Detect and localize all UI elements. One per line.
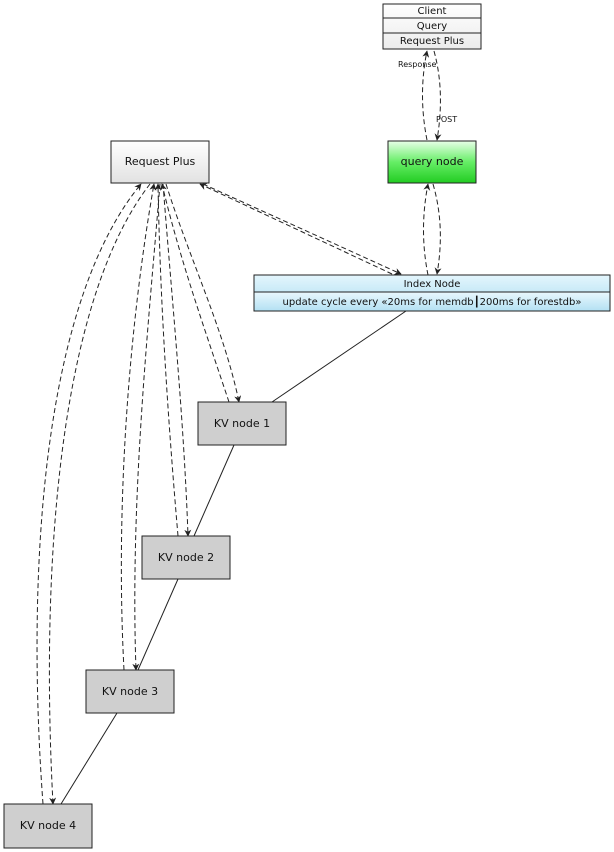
index-node-title: Index Node [403, 279, 461, 290]
kv-node-3 [86, 670, 174, 713]
arrow-kv2-to-requestplus [158, 184, 178, 536]
arrow-kv1-to-requestplus [162, 184, 229, 402]
index-node [254, 275, 610, 311]
arrow-requestplus-to-kv1 [166, 184, 239, 402]
arrow-kv3-to-requestplus [121, 184, 154, 670]
client-row-request-plus: Request Plus [399, 36, 465, 47]
request-plus-label: Request Plus [124, 155, 196, 168]
kv-node-1 [198, 402, 286, 445]
client-box [383, 4, 481, 49]
kv-chain-links [61, 311, 406, 804]
query-node [388, 141, 476, 183]
arrow-index-to-query [424, 184, 429, 275]
query-node-label: query node [400, 155, 464, 168]
kv-node-2-label: KV node 2 [157, 551, 215, 564]
response-edge-label: Response [398, 60, 437, 69]
kv-node-4 [4, 804, 92, 848]
client-row-query: Query [416, 21, 448, 32]
arrow-requestplus-to-index [203, 184, 401, 274]
arrow-requestplus-to-kv3 [135, 184, 160, 670]
index-node-subtitle: update cycle every «20ms for memdb┃200ms for forestdb» [282, 297, 582, 308]
arrow-query-to-index [433, 184, 440, 274]
kv-node-1-label: KV node 1 [213, 417, 271, 430]
link-kv3-kv4 [61, 713, 117, 804]
kv-node-3-label: KV node 3 [101, 685, 159, 698]
request-plus-node [111, 141, 209, 183]
client-row-client: Client [417, 6, 447, 17]
arrow-requestplus-to-kv2 [163, 184, 188, 536]
link-kv1-kv2 [194, 445, 234, 536]
post-edge-label: POST [436, 115, 458, 124]
link-index-kv1 [272, 311, 406, 402]
kv-node-4-label: KV node 4 [19, 819, 77, 832]
link-kv2-kv3 [138, 579, 178, 670]
kv-node-2 [142, 536, 230, 579]
arrow-index-to-requestplus [200, 184, 392, 274]
